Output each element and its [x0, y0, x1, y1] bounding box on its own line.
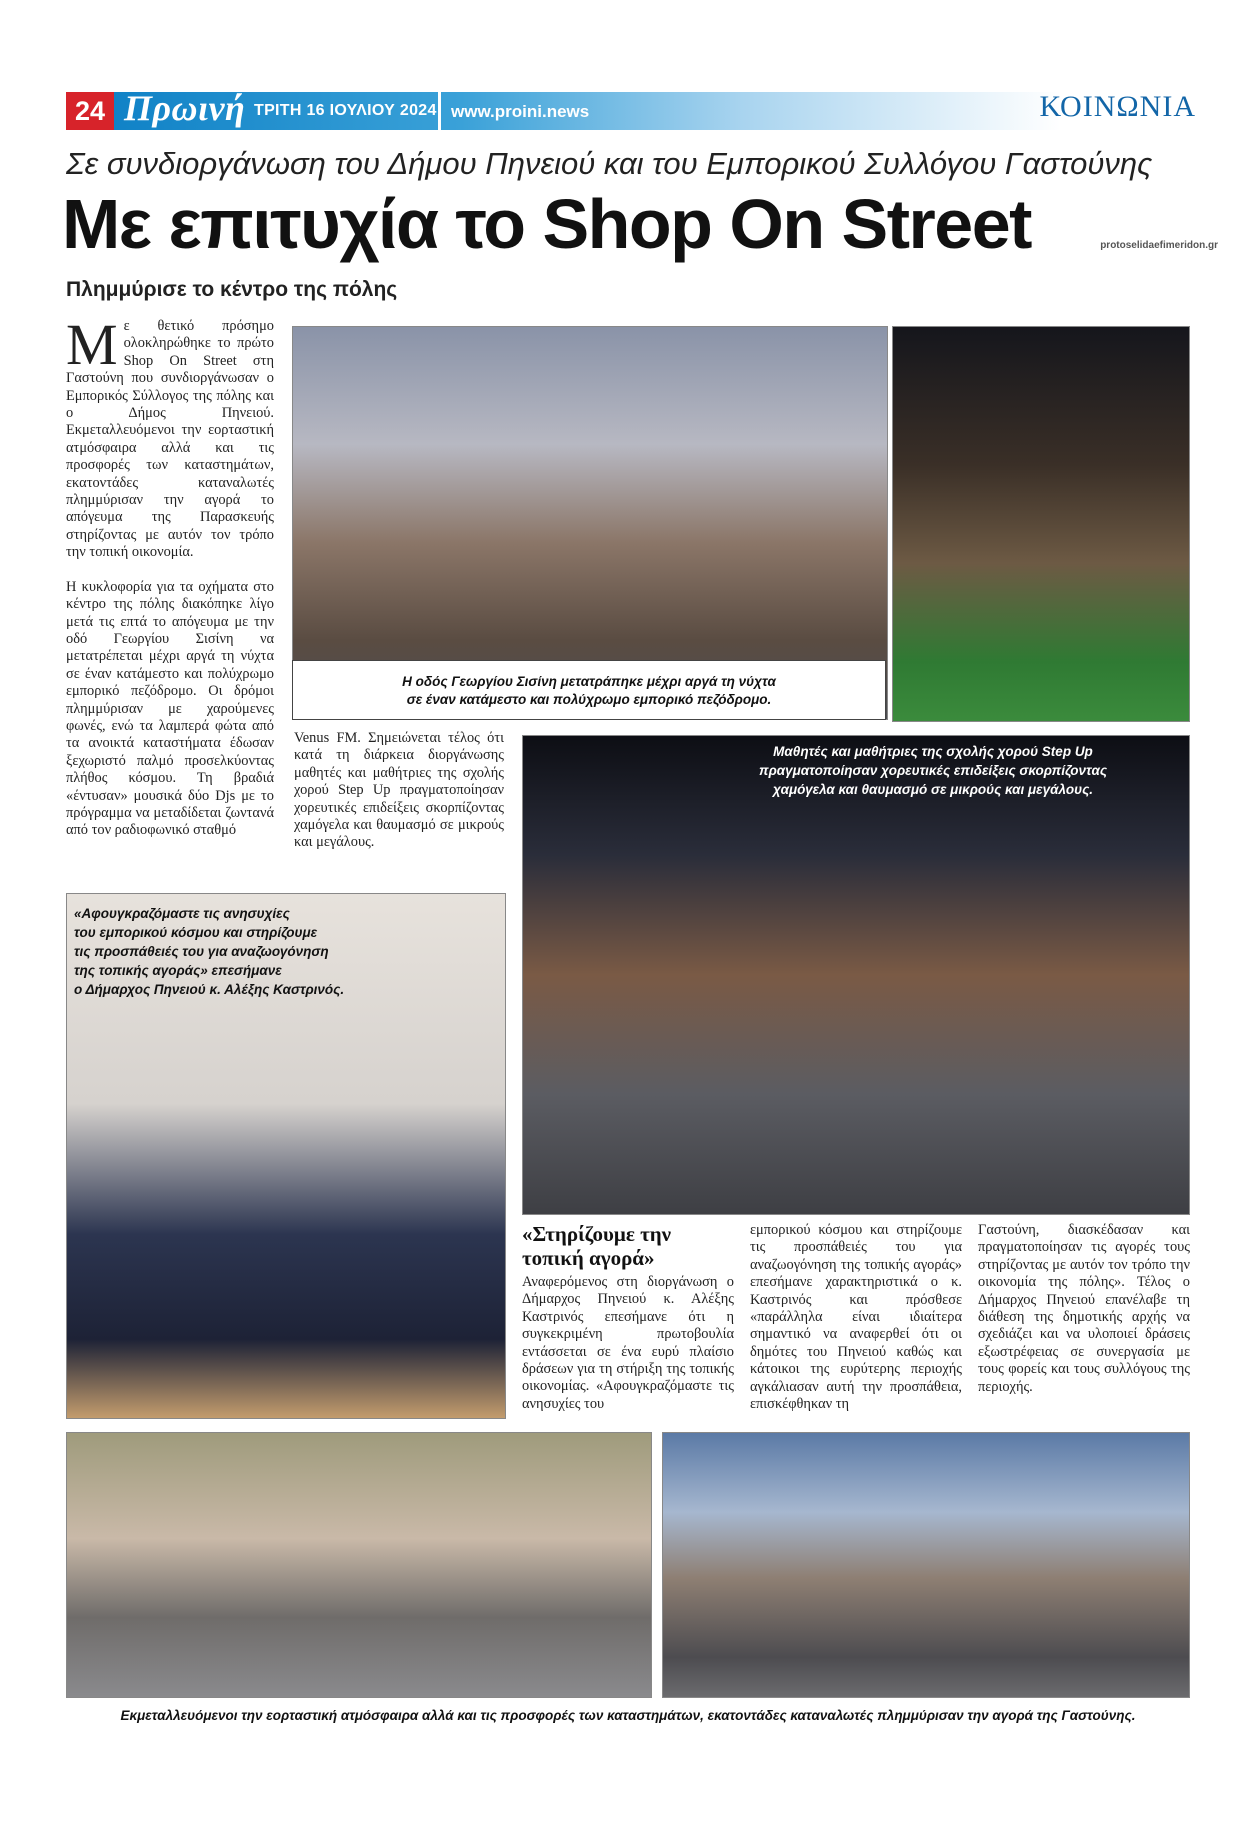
header-divider — [438, 92, 441, 130]
photo-street-evening — [662, 1432, 1190, 1698]
photo-night-crowd — [892, 326, 1190, 722]
page-number: 24 — [66, 92, 114, 130]
caption-street-line-1: Η οδός Γεωργίου Σισίνη μετατράπηκε μέχρι αργά τη νύχτα — [402, 674, 776, 689]
caption-bottom: Εκμεταλλευόμενοι την εορταστική ατμόσφαιρα αλλά και τις προσφορές των καταστημάτων, εκατοντάδες καταναλωτές πλημμύρισαν την αγορά της Γαστούνης. — [120, 1708, 1136, 1723]
issue-date: ΤΡΙΤΗ 16 ΙΟΥΛΙΟΥ 2024 — [254, 102, 437, 119]
body-column-2 — [294, 730, 504, 869]
paragraph-quote: εμπορικού κόσμου και στηρίζουμε τις προσπάθειές του για αναζωογόνηση της τοπικής αγοράς» επεσήμανε χαρακτηριστικά ο κ. Καστρινός και πρόσθεσε «παράλληλα είναι ιδιαίτερα σημαντικό να αναφερθεί ότι οι δημότες του Πηνειού καθώς και κάτοικοι της ευρύτερης περιοχής αγκάλιασαν αυτή την προσπάθεια, επισκέφθηκαν τη — [750, 1222, 962, 1413]
caption-mayor-line-3: τις προσπάθειές του για αναζωογόνηση — [74, 944, 329, 959]
caption-mayor-line-4: της τοπικής αγοράς» επεσήμανε — [74, 963, 282, 978]
caption-dance-line-2: πραγματοποίησαν χορευτικές επιδείξεις σκορπίζοντας — [758, 763, 1108, 778]
caption-dance-line-3: χαμόγελα και θαυμασμό σε μικρούς και μεγάλους. — [772, 782, 1094, 797]
caption-dance-line-1: Μαθητές και μαθήτριες της σχολής χορού Step Up — [773, 744, 1093, 759]
article-subhead: Πλημμύρισε το κέντρο της πόλης — [66, 278, 398, 301]
body-column-4 — [750, 1222, 962, 1430]
body-column-1 — [66, 312, 274, 857]
caption-mayor-line-5: ο Δήμαρχος Πηνειού κ. Αλέξης Καστρινός. — [74, 982, 345, 997]
caption-mayor-line-1: «Αφουγκραζόμαστε τις ανησυχίες — [74, 906, 290, 921]
body-column-5 — [978, 1222, 1190, 1413]
body-column-3 — [522, 1274, 734, 1430]
paragraph-venus-fm: Venus FM. Σημειώνεται τέλος ότι κατά τη διάρκεια διοργάνωσης μαθητές και μαθήτριες της σχολής χορού Step Up πραγματοποίησαν χορευτικές επιδείξεις σκορπίζοντας χαμόγελα και θαυμασμό σε μικρούς και μεγάλους. — [294, 730, 504, 851]
section-title: ΚΟΙΝΩΝΙΑ — [1039, 90, 1196, 123]
caption-street-line-2: σε έναν κατάμεστο και πολύχρωμο εμπορικό πεζόδρομο. — [406, 692, 772, 707]
caption-dance — [700, 742, 1166, 799]
website-link[interactable]: www.proini.news — [451, 102, 590, 121]
article-headline: Με επιτυχία το Shop On Street — [62, 185, 1031, 263]
paragraph-closing: Γαστούνη, διασκέδασαν και πραγματοποίησαν τις αγορές τους στηρίζοντας με αυτόν τον τρόπο την οικονομία της πόλης». Τέλος ο Δήμαρχος Πηνειού επανέλαβε τη διάθεση της δημοτικής αρχής να σχεδιάζει και να υλοποιεί δράσεις εξωστρέφειας σε συνεργασία με τους φορείς και τους συλλόγους της περιοχής. — [978, 1222, 1190, 1395]
newspaper-logo[interactable]: Πρωινή — [124, 88, 246, 128]
article-kicker: Σε συνδιοργάνωση του Δήμου Πηνειού και του Εμπορικού Συλλόγου Γαστούνης — [66, 146, 1153, 181]
photo-shop-front — [66, 1432, 652, 1698]
source-credit: protoselidaefimeridon.gr — [1100, 240, 1218, 251]
paragraph-mayor: Αναφερόμενος στη διοργάνωση ο Δήμαρχος Πηνειού κ. Αλέξης Καστρινός επεσήμανε ότι η συγκεκριμένη πρωτοβουλία εντάσσεται σε ένα ευρύ πλαίσιο δράσεων για τη στήριξη της τοπικής οικονομίας. «Αφουγκραζόμαστε τις ανησυχίες του — [522, 1274, 734, 1412]
paragraph-traffic: Η κυκλοφορία για τα οχήματα στο κέντρο της πόλης διακόπηκε λίγο μετά τις επτά το απόγευμα με την οδό Γεωργίου Σισίνη να μετατρέπεται μέχρι αργά τη νύχτα σε έναν κατάμεστο και πολύχρωμο εμπορικό πεζόδρομο. Οι δρόμοι πλημμύρισαν με χαρούμενες φωνές, ενώ τα λαμπερά φώτα από τα ανοικτά καταστήματα έδωσαν ξεχωριστό παλμό προσελκύοντας πλήθος κόσμου. Τη βραδιά «έντυσαν» μουσικά δύο Djs με το πρόγραμμα να μεταδίδεται ζωντανά από τον ραδιοφωνικό σταθμό — [66, 578, 274, 839]
photo-dance-show — [522, 735, 1190, 1215]
caption-mayor-line-2: του εμπορικού κόσμου και στηρίζουμε — [74, 925, 318, 940]
drop-cap: Μ — [66, 312, 118, 377]
caption-mayor — [74, 904, 434, 999]
caption-street — [292, 660, 886, 720]
paragraph-intro: ε θετικό πρόσημο ολοκληρώθηκε το πρώτο Shop On Street στη Γαστούνη που συνδιοργάνωσαν ο Εμπορικός Σύλλογος της πόλης και ο Δήμος Πηνειού. Εκμεταλλευόμενοι την εορταστική ατμόσφαιρα αλλά και τις προσφορές των καταστημάτων, εκατοντάδες καταναλωτές πλημμύρισαν την αγορά το απόγευμα της Παρασκευής στηρίζοντας με αυτόν τον τρόπο την τοπική οικονομία. — [66, 318, 274, 561]
pull-quote-title: «Στηρίζουμε την τοπική αγορά» — [522, 1222, 672, 1270]
